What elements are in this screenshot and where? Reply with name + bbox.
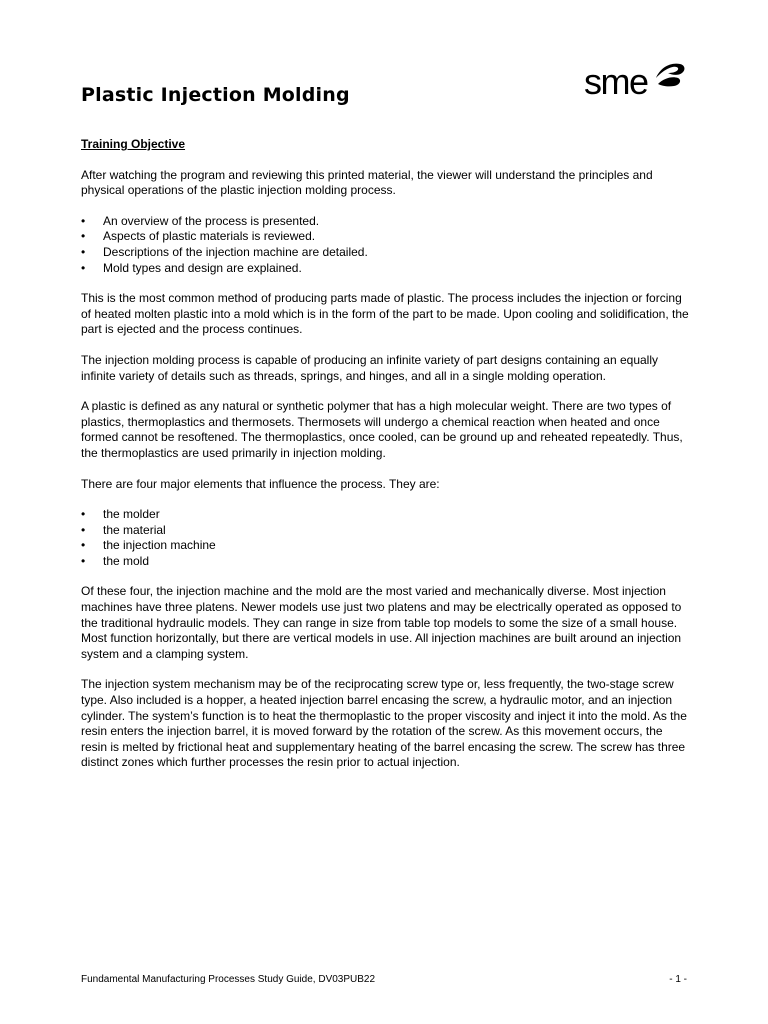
intro-paragraph: After watching the program and reviewing this printed material, the viewer will understand the principles and physical operations of the plastic injection molding process.: [81, 167, 653, 198]
logo-swoosh-icon: [654, 58, 688, 90]
list-item: • the material: [81, 523, 691, 539]
sme-logo: [584, 58, 688, 102]
document-body: [81, 137, 691, 786]
body-paragraph: The injection system mechanism may be of the reciprocating screw type or, less frequently, the two-stage screw type. Also included is a hopper, a heated injection barrel encasing the screw, a hydraulic motor, and an injection cylinder. The system’s function is to heat the thermoplastic to the proper viscosity and inject it into the mold. As the resin enters the injection barrel, it is moved forward by the rotation of the screw. As this movement occurs, the resin is melted by frictional heat and supplementary heating of the barrel encasing the screw. The screw has three distinct zones which further processes the resin prior to actual injection.: [81, 677, 687, 770]
page-number: - 1 -: [669, 974, 687, 985]
body-paragraph: Of these four, the injection machine and the mold are the most varied and mechanically diverse. Most injection machines have three platens. Newer models use just two platens and may be electrically operated as opposed to the traditional hydraulic models. They can range in size from table top models to some the size of a small house. Most function horizontally, but there are vertical models in use. All injection machines are built around an injection system and a clamping system.: [81, 584, 682, 661]
document-title: Plastic Injection Molding: [81, 84, 350, 106]
list-item: • Mold types and design are explained.: [81, 261, 691, 277]
list-item: • Aspects of plastic materials is reviewed.: [81, 229, 691, 245]
body-paragraph: A plastic is defined as any natural or synthetic polymer that has a high molecular weight. There are two types of plastics, thermoplastics and thermosets. Thermosets will undergo a chemical reaction when heated and once formed cannot be resoftened. The thermoplastics, once cooled, can be ground up and reheated repeatedly. Thus, the thermoplastics are used primarily in injection molding.: [81, 399, 683, 460]
objectives-list: [81, 214, 691, 276]
list-item: • the molder: [81, 507, 691, 523]
logo-text: sme: [584, 61, 648, 102]
list-item: • An overview of the process is presented.: [81, 214, 691, 230]
footer-source: Fundamental Manufacturing Processes Study Guide, DV03PUB22: [81, 974, 376, 985]
section-heading: Training Objective: [81, 137, 186, 151]
body-paragraph: The injection molding process is capable of producing an infinite variety of part designs containing an equally infinite variety of details such as threads, springs, and hinges, and all in a single molding operation.: [81, 352, 659, 383]
list-item: • the injection machine: [81, 538, 691, 554]
body-paragraph: This is the most common method of producing parts made of plastic. The process includes the injection or forcing of heated molten plastic into a mold which is in the form of the part to be made. Upon cooling and solidification, the part is ejected and the process continues.: [81, 291, 689, 337]
list-item: • the mold: [81, 554, 691, 570]
elements-list: [81, 507, 691, 569]
body-paragraph: There are four major elements that influence the process. They are:: [81, 476, 440, 491]
list-item: • Descriptions of the injection machine are detailed.: [81, 245, 691, 261]
